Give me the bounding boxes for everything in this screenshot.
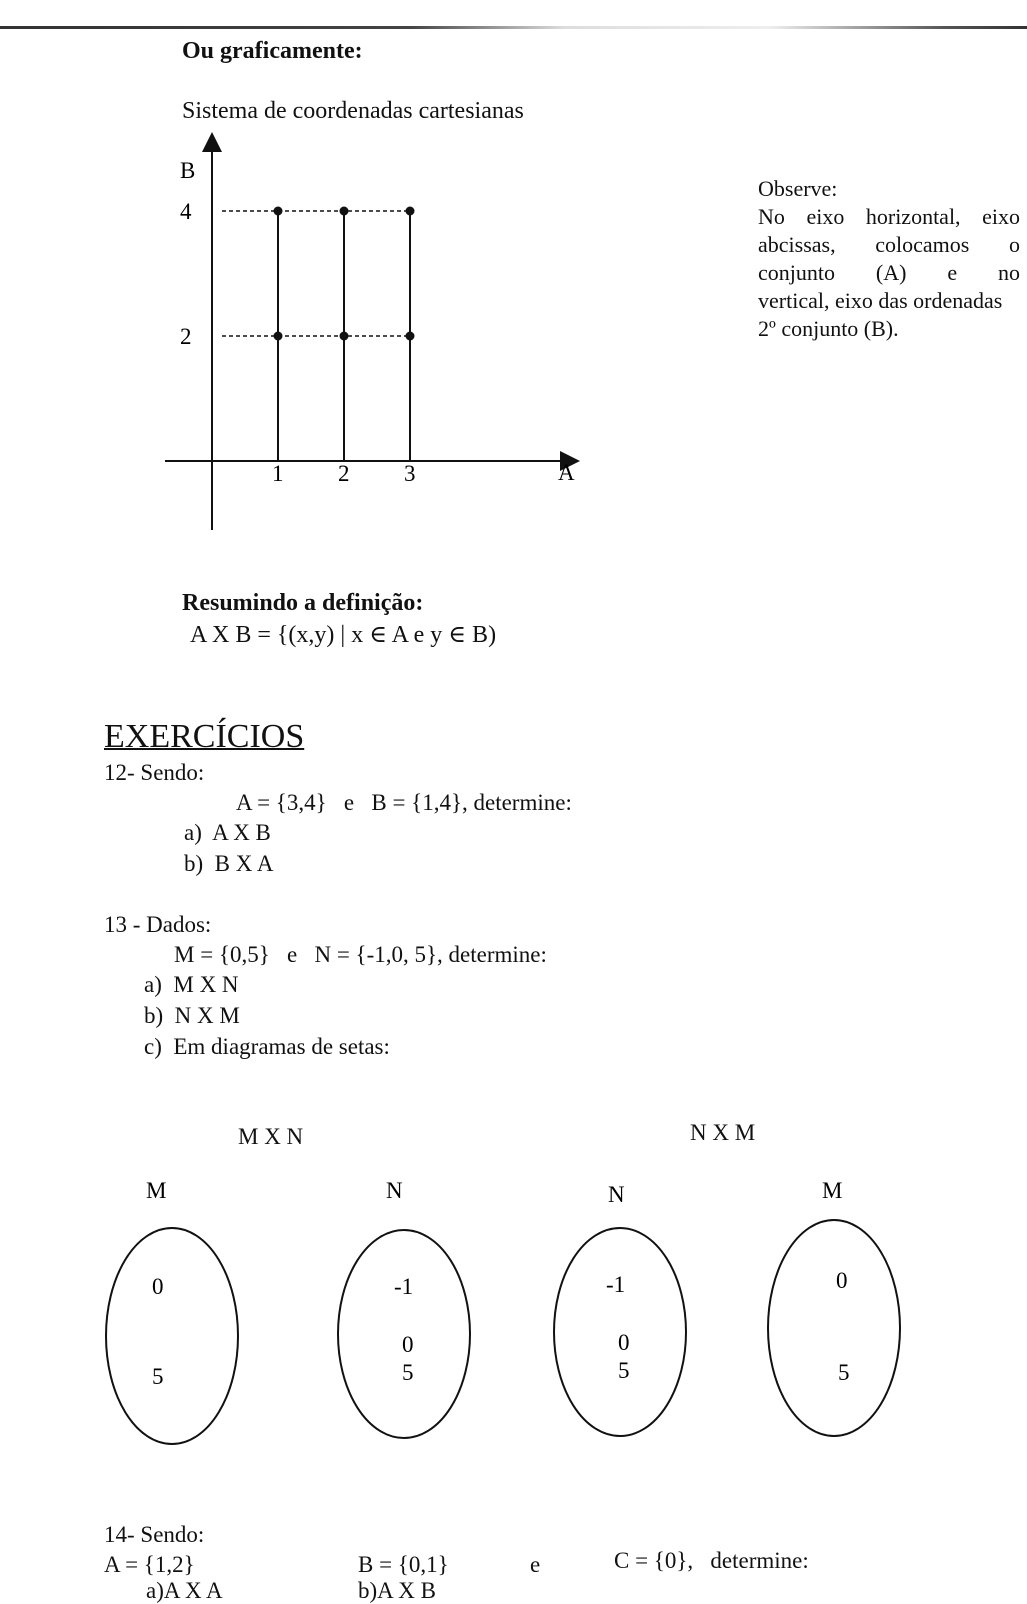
set-element: 0 — [618, 1330, 630, 1355]
set-name-n-1: N — [386, 1178, 403, 1203]
ex13-item-c: c) Em diagramas de setas: — [144, 1034, 390, 1059]
ex12-item-a: a) A X B — [184, 820, 271, 845]
set-name-m-2: M — [822, 1178, 843, 1203]
set-element: -1 — [394, 1274, 414, 1299]
data-point — [406, 332, 415, 341]
arrow-diagrams — [0, 1170, 1027, 1470]
graph-title: Sistema de coordenadas cartesianas — [182, 98, 524, 124]
data-point — [406, 207, 415, 216]
ex12-title: 12- Sendo: — [104, 760, 205, 785]
ex13-title: 13 - Dados: — [104, 912, 212, 937]
observe-note — [758, 175, 1020, 343]
ex14-conjunction: e — [530, 1552, 541, 1577]
set-element: 5 — [402, 1360, 414, 1385]
diagram-nxm-title: N X M — [690, 1120, 756, 1145]
ex13-item-a: a) M X N — [144, 972, 239, 997]
graph-intro: Ou graficamente: — [182, 38, 363, 64]
set-element: 0 — [152, 1274, 164, 1299]
ex14-title: 14- Sendo: — [104, 1522, 205, 1547]
observe-line-3: conjunto (A) e no — [758, 260, 1020, 285]
y-tick-label: 4 — [180, 199, 192, 224]
ex13-given: M = {0,5} e N = {-1,0, 5}, determine: — [174, 942, 547, 967]
ex12-given: A = {3,4} e B = {1,4}, determine: — [236, 790, 572, 815]
data-point — [274, 332, 283, 341]
ex14-set-c: C = {0}, determine: — [614, 1548, 809, 1573]
set-oval-m-2 — [768, 1220, 900, 1436]
ex12-item-b: b) B X A — [184, 851, 274, 876]
set-element: 5 — [838, 1360, 850, 1385]
ex13-item-b: b) N X M — [144, 1003, 240, 1028]
set-element: 5 — [152, 1364, 164, 1389]
set-oval-m-1 — [106, 1228, 238, 1444]
scan-top-rule — [0, 26, 1027, 29]
observe-line-1: No eixo horizontal, eixo — [758, 204, 1020, 229]
data-point — [340, 207, 349, 216]
set-name-m-1: M — [146, 1178, 167, 1203]
x-axis-label: A — [558, 460, 575, 485]
set-name-n-2: N — [608, 1182, 625, 1207]
set-element: -1 — [606, 1272, 626, 1297]
ex14-item-a: a)A X A — [146, 1578, 223, 1603]
exercises-heading: EXERCÍCIOS — [104, 718, 305, 755]
summary-formula: A X B = {(x,y) | x ∈ A e y ∈ B) — [190, 622, 497, 648]
observe-line-5: 2º conjunto (B). — [758, 316, 899, 341]
observe-title: Observe: — [758, 176, 838, 201]
set-element: 0 — [402, 1332, 414, 1357]
ex14-set-b: B = {0,1} — [358, 1552, 449, 1577]
set-element: 5 — [618, 1358, 630, 1383]
y-tick-label: 2 — [180, 324, 192, 349]
observe-line-4: vertical, eixo das ordenadas — [758, 288, 1003, 313]
set-element: 0 — [836, 1268, 848, 1293]
x-tick-label: 1 — [272, 461, 284, 486]
x-tick-label: 2 — [338, 461, 350, 486]
cartesian-chart — [160, 130, 760, 530]
y-axis-label: B — [180, 158, 196, 183]
diagram-mxn-title: M X N — [238, 1124, 304, 1149]
ex14-set-a: A = {1,2} — [104, 1552, 195, 1577]
x-tick-label: 3 — [404, 461, 416, 486]
summary-title: Resumindo a definição: — [182, 590, 424, 616]
data-point — [274, 207, 283, 216]
data-point — [340, 332, 349, 341]
ex14-item-b: b)A X B — [358, 1578, 436, 1603]
observe-line-2: abcissas, colocamos o — [758, 232, 1020, 257]
